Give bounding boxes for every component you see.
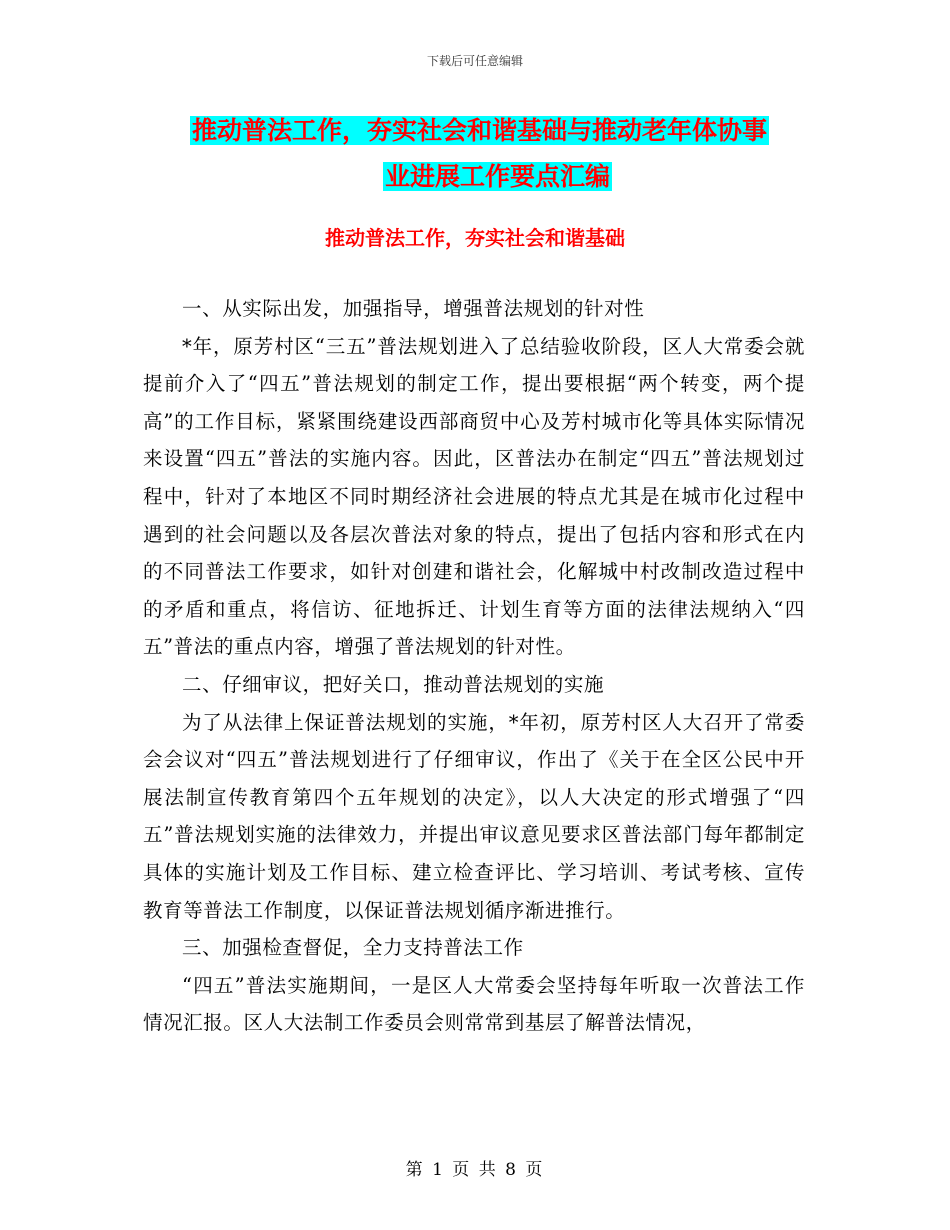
document-title-line-2: [190, 154, 805, 200]
document-body: [143, 290, 805, 1042]
document-title-line-1: [190, 108, 805, 154]
header-note: 下载后可任意编辑: [426, 54, 523, 68]
paragraph: “四五”普法实施期间，一是区人大常委会坚持每年听取一次普法工作情况汇报。区人大法制工作委员会则常常到基层了解普法情况，: [143, 973, 805, 1035]
paragraph-heading-3: 三、加强检查督促，全力支持普法工作: [182, 936, 524, 960]
title-highlight-1: 推动普法工作，夯实社会和谐基础与推动老年体协事: [192, 116, 768, 145]
paragraph-heading-1: 一、从实际出发，加强指导，增强普法规划的针对性: [182, 297, 645, 320]
document-title: [190, 108, 805, 200]
section-heading: 推动普法工作，夯实社会和谐基础: [325, 226, 625, 250]
paragraph-heading-2: 二、仔细审议，把好关口，推动普法规划的实施: [182, 672, 605, 696]
page-number: 第 1 页 共 8 页: [405, 1160, 545, 1180]
paragraph: 为了从法律上保证普法规划的实施，*年初，原芳村区人大召开了常委会会议对“四五”普法规划进行了仔细审议，作出了《关于在全区公民中开展法制宣传教育第四个五年规划的决定》，以人大决定的形式增强了“四五”普法规划实施的法律效力，并提出审议意见要求区普法部门每年都制定具体的实施计划及工作目标、建立检查评比、学习培训、考试考核、宣传教育等普法工作制度，以保证普法规划循序渐进推行。: [143, 710, 805, 922]
title-highlight-2: 业进展工作要点汇编: [384, 162, 610, 191]
paragraph: *年，原芳村区“三五”普法规划进入了总结验收阶段，区人大常委会就提前介入了“四五”普法规划的制定工作，提出要根据“两个转变，两个提高”的工作目标，紧紧围绕建设西部商贸中心及芳村城市化等具体实际情况来设置“四五”普法的实施内容。因此，区普法办在制定“四五”普法规划过程中，针对了本地区不同时期经济社会进展的特点尤其是在城市化过程中遇到的社会问题以及各层次普法对象的特点，提出了包括内容和形式在内的不同普法工作要求，如针对创建和谐社会，化解城中村改制改造过程中的矛盾和重点，将信访、征地拆迁、计划生育等方面的法律法规纳入“四五”普法的重点内容，增强了普法规划的针对性。: [143, 334, 805, 659]
